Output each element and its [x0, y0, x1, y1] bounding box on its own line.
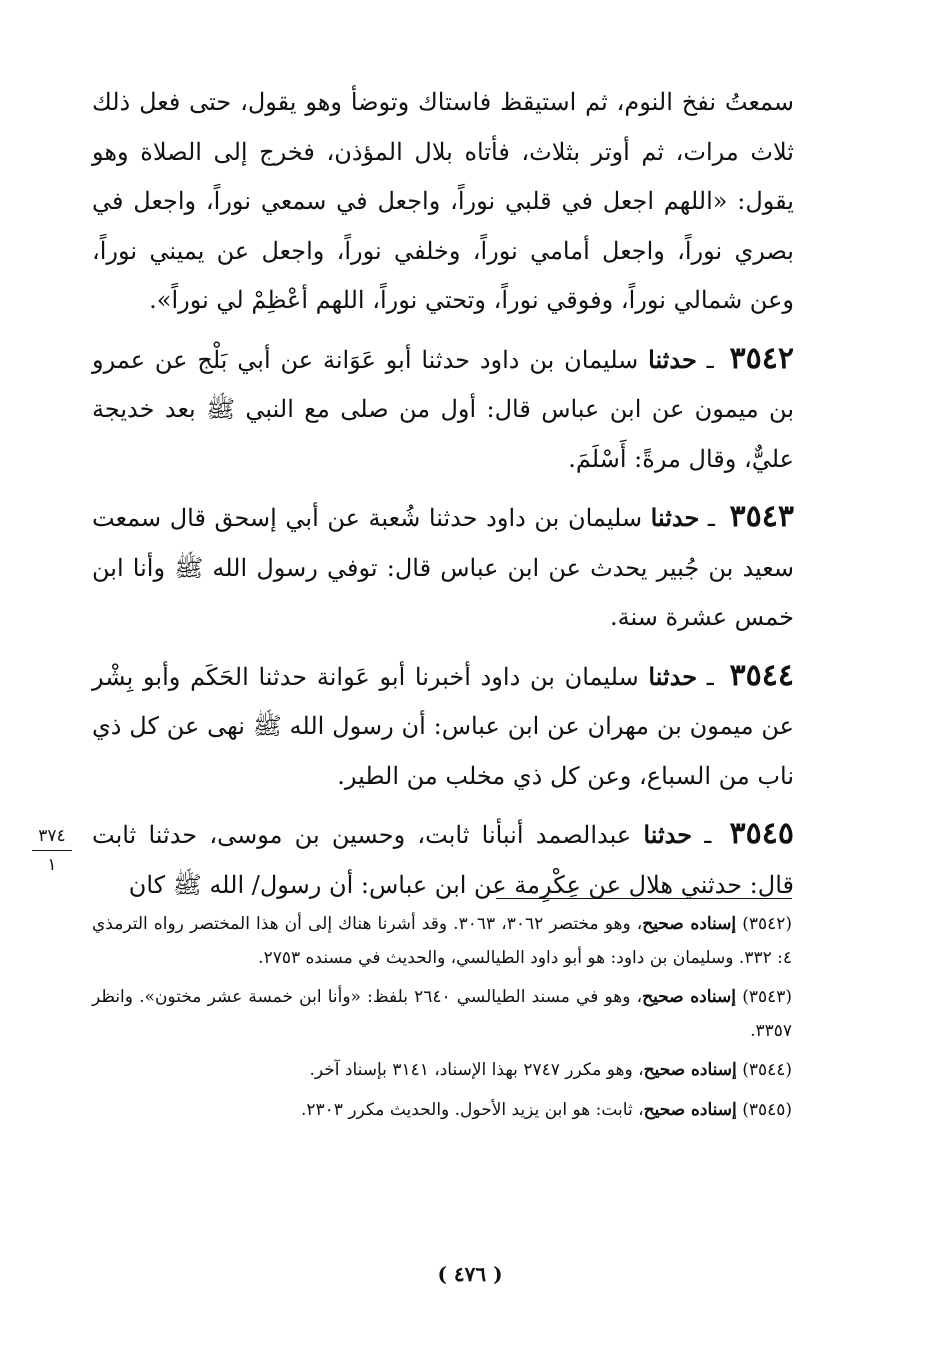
hadith-dash: ـ	[699, 504, 724, 532]
hadith-text: عبدالصمد أنبأنا ثابت، وحسين بن موسى، حدثنا ثابت قال: حدثني هلال عن عِكْرِمة عن ابن عباس: أن رسول/ الله ﷺ كان	[92, 821, 794, 899]
footnote-text: ، وهو مختصر ٣٠٦٢، ٣٠٦٣. وقد أشرنا هناك إلى أن هذا المختصر رواه الترمذي ٤: ٣٣٢. وسليمان بن داود: هو أبو داود الطيالسي، والحديث في مسنده ٢٧٥٣.	[92, 914, 792, 968]
footnote-3543	[92, 981, 792, 1048]
footnote-ref: (٣٥٤٢)	[742, 914, 793, 934]
hadith-keyword: حدثنا	[643, 820, 693, 849]
hadith-number: ٣٥٤٣	[729, 499, 794, 534]
hadith-number: ٣٥٤٥	[729, 816, 794, 851]
footnote-text: ، وهو مكرر ٢٧٤٧ بهذا الإسناد، ٣١٤١ بإسناد آخر.	[309, 1060, 644, 1080]
hadith-keyword: حدثنا	[648, 344, 697, 374]
hadith-text: سليمان بن داود حدثنا أبو عَوَانة عن أبي بَلْج عن عمرو بن ميمون عن ابن عباس قال: أول من صلى مع النبي ﷺ بعد خديجة عليٌّ، وقال مرةً: أَسْلَمَ.	[92, 345, 794, 473]
footnote-ref: (٣٥٤٤)	[742, 1060, 792, 1080]
footnote-3544	[92, 1054, 792, 1088]
hadith-number: ٣٥٤٤	[729, 657, 794, 693]
footnote-3542	[92, 908, 792, 975]
hadith-text: سليمان بن داود أخبرنا أبو عَوانة حدثنا الحَكَم وأبو بِشْر عن ميمون بن مهران عن ابن عباس: أن رسول الله ﷺ نهى عن كل ذي ناب من السباع، وعن كل ذي مخلب من الطير.	[92, 662, 794, 790]
footnote-ref: (٣٥٤٥)	[742, 1099, 792, 1120]
hadith-text: سليمان بن داود حدثنا شُعبة عن أبي إسحق قال سمعت سعيد بن جُبير يحدث عن ابن عباس قال: توفي رسول الله ﷺ وأنا ابن خمس عشرة سنة.	[92, 504, 794, 631]
footnote-keyword: إسناده صحيح	[642, 987, 737, 1007]
footnote-3545	[92, 1094, 792, 1128]
hadith-3545	[92, 809, 794, 910]
footnotes-block	[92, 908, 792, 1133]
hadith-dash: ـ	[696, 345, 724, 374]
hadith-3543	[92, 492, 794, 643]
main-text-block	[92, 78, 794, 910]
margin-ref-bottom: ١	[47, 855, 57, 875]
hadith-number: ٣٥٤٢	[729, 340, 794, 376]
hadith-3542	[92, 334, 794, 485]
margin-ref-divider	[32, 850, 72, 851]
footnote-keyword: إسناده صحيح	[643, 1060, 737, 1080]
footnote-keyword: إسناده صحيح	[643, 1099, 737, 1120]
hadith-keyword: حدثنا	[648, 661, 698, 691]
margin-page-reference	[28, 826, 76, 875]
intro-paragraph: سمعتُ نفخ النوم، ثم استيقظ فاستاك وتوضأ وهو يقول، حتى فعل ذلك ثلاث مرات، ثم أوتر بثلاث، فأتاه بلال المؤذن، فخرج إلى الصلاة وهو يقول: «اللهم اجعل في قلبي نوراً، واجعل في سمعي نوراً، واجعل في بصري نوراً، واجعل أمامي نوراً، وخلفي نوراً، واجعل عن يميني نوراً، وعن شمالي نوراً، وفوقي نوراً، وتحتي نوراً، اللهم أعْظِمْ لي نوراً».	[92, 88, 794, 314]
margin-ref-top: ٣٧٤	[38, 826, 66, 846]
footnote-keyword: إسناده صحيح	[642, 914, 737, 934]
hadith-3544	[92, 651, 794, 802]
footnote-text: ، ثابت: هو ابن يزيد الأحول. والحديث مكرر ٢٣٠٣.	[300, 1099, 644, 1120]
hadith-dash: ـ	[692, 821, 724, 849]
hadith-keyword: حدثنا	[650, 503, 700, 532]
footnote-ref: (٣٥٤٣)	[742, 987, 792, 1007]
page-number: ( ٤٧٦ )	[437, 1262, 503, 1286]
footnote-separator	[496, 898, 792, 899]
hadith-dash: ـ	[697, 662, 724, 691]
footnote-text: ، وهو في مسند الطيالسي ٢٦٤٠ بلفظ: «وأنا ابن خمسة عشر مختون». وانظر ٣٣٥٧.	[92, 987, 792, 1041]
